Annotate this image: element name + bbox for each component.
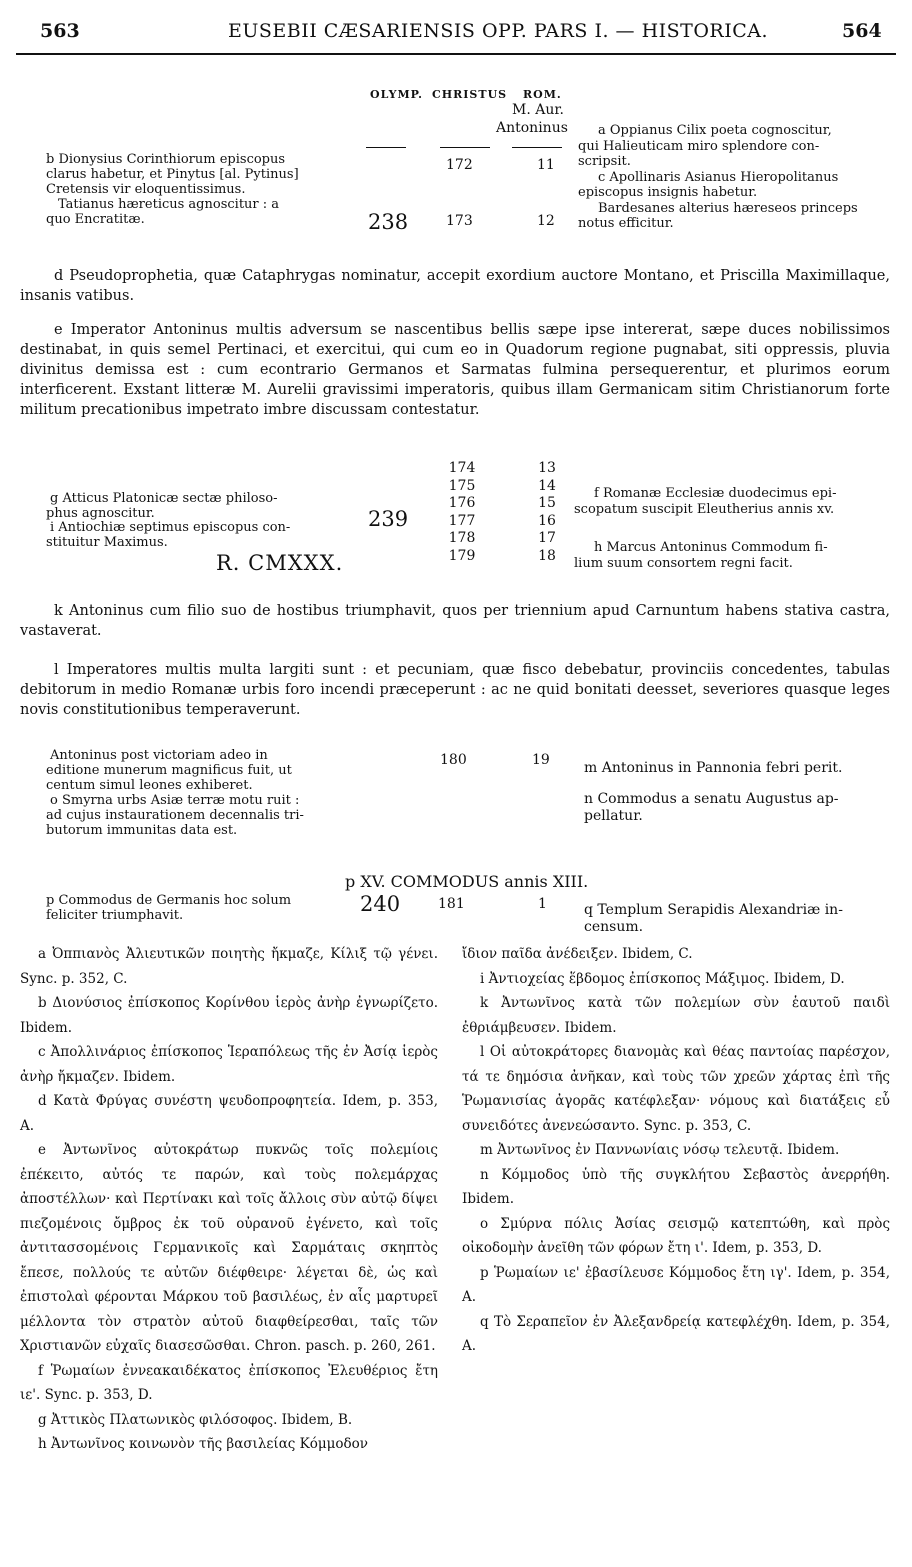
- rom-year: 14: [538, 477, 556, 494]
- rom-year: 12: [537, 213, 555, 229]
- text-line: m Antoninus in Pannonia febri perit.: [584, 760, 843, 776]
- text-line: centum simul leones exhiberet.: [46, 778, 253, 793]
- roman-epoch: R. CMXXX.: [216, 551, 344, 575]
- note: h Ἀντωνῖνος κοινωνὸν τῆς βασιλείας Κόμμοδον: [38, 1436, 369, 1452]
- text-line: c Apollinaris Asianus Hieropolitanus: [598, 169, 839, 185]
- note: e Ἀντωνῖνος αὐτοκράτωρ πυκνῶς τοῖς πολεμίοις ἐπέκειτο, αὐτός τε παρών, καὶ τοὺς πολεμάρχας ἀποστέλλων· καὶ Περτίνακι καὶ τοῖς ἄλλοις σὺν αὐτῷ δίψει πιεζομένοις ὄμβρος ἐκ τοῦ οὐρανοῦ ἐγένετο, καὶ τοῖς ἀντιτασσομένοις Γερμανικοῖς καὶ Σαρμάταις σκηπτὸς ἔπεσε, πολλούς τε αὐτῶν διέφθειρε· λέγεται δὲ, ὡς καὶ ἐπιστολαὶ φέρονται Μάρκου τοῦ βασιλέως, ἐν αἷς μαρτυρεῖ μέλλοντα τὸν στρατὸν αὐτοῦ διαφθείρεσθαι, ταῖς τῶν Χριστιανῶν εὐχαῖς διασεσῶσθαι. Chron. pasch. p. 260, 261.: [20, 1142, 438, 1354]
- note: g Ἀττικὸς Πλατωνικὸς φιλόσοφος. Ibidem, B.: [38, 1411, 353, 1428]
- text-line: Cretensis vir eloquentissimus.: [46, 182, 246, 197]
- block3-left: [46, 748, 358, 838]
- year: 179: [448, 547, 476, 564]
- notes-left-column: [20, 942, 438, 1457]
- text-line: p Commodus de Germanis hoc solum: [46, 893, 292, 908]
- paragraph-d: d Pseudoprophetia, quæ Cataphrygas nominatur, accepit exordium auctore Montano, et Priscilla Maximillaque, insanis vatibus.: [20, 268, 890, 304]
- note: c Ἀπολλινάριος ἐπίσκοπος Ἱεραπόλεως τῆς ἐν Ἀσίᾳ ἱερὸς ἀνὴρ ἤκμαζεν. Ibidem.: [20, 1044, 438, 1085]
- block1-left: [46, 152, 358, 227]
- text-line: quo Encratitæ.: [46, 212, 145, 227]
- rom-year: 15: [538, 495, 556, 511]
- block2-right: [574, 486, 892, 572]
- note: p Ῥωμαίων ιε' ἐβασίλευσε Κόμμοδος ἔτη ιγ'. Idem, p. 354, A.: [462, 1264, 890, 1305]
- page-number-left: 563: [40, 20, 80, 42]
- paragraph-e: e Imperator Antoninus multis adversum se nascentibus bellis sæpe ipse intererat, sæpe duces nobilissimos destinabat, in quis semel Pertinaci, et exercitui, qui cum eo in Quadorum regione pugnabat, siti oppressis, pluvia divinitus demissa est : cum econtrario Germanos et Sarmatas fulmina persequerentur, et plurimos eorum interficerent. Exstant litteræ M. Aurelii gravissimi imperatoris, quibus illam Germanicam sitim Christianorum forte militum precationibus impetrato imbre discussam contestatur.: [20, 322, 890, 418]
- note: b Διονύσιος ἐπίσκοπος Κορίνθου ἱερὸς ἀνὴρ ἐγνωρίζετο. Ibidem.: [20, 995, 438, 1036]
- note: q Τὸ Σεραπεῖον ἐν Ἀλεξανδρείᾳ κατεφλέχθη. Idem, p. 354, A.: [462, 1313, 890, 1354]
- rom-year: 13: [538, 460, 556, 476]
- text-line: episcopus insignis habetur.: [578, 185, 758, 200]
- year: 177: [448, 512, 476, 529]
- year: 181: [438, 896, 465, 912]
- text-line: censum.: [584, 919, 644, 935]
- text-line: g Atticus Platonicæ sectæ philoso-: [50, 491, 278, 506]
- text-line: n Commodus a senatu Augustus ap-: [584, 791, 839, 807]
- year: 176: [448, 495, 476, 511]
- note: k Ἀντωνῖνος κατὰ τῶν πολεμίων σὺν ἑαυτοῦ παιδὶ ἐθριάμβευσεν. Ibidem.: [462, 995, 890, 1036]
- text-line: Antoninus post victoriam adeo in: [50, 748, 268, 763]
- block2-left: [46, 492, 358, 550]
- note: l Οἱ αὐτοκράτορες διανομὰς καὶ θέας παντοίας παρέσχον, τά τε δημόσια ἀνῆκαν, καὶ τοὺς τῶν χρεῶν χάρτας ἐπὶ τῆς Ῥωμανισίας ἀγορᾶς κατέφλεξαν· νόμους καὶ διατάξεις εὖ συνειδότες ἀνενεώσαντο. Sync. p. 353, C.: [462, 1044, 890, 1134]
- text-line: scopatum suscipit Eleutherius annis xv.: [574, 502, 835, 517]
- col-rom-sub1: M. Aur.: [512, 102, 564, 118]
- years-column: [442, 460, 482, 565]
- paragraph-l: l Imperatores multis multa largiti sunt : et pecuniam, quæ fisco debebatur, provinciis concedentes, tabulas debitorum in medio Romanæ urbis foro incendi præceperunt : ac ne quid bonitati deesset, severiores quasque leges novis constitutionibus temperaverunt.: [20, 662, 890, 718]
- year: 178: [448, 530, 476, 546]
- text-line: lium suum consortem regni facit.: [574, 556, 793, 571]
- note: ἴδιον παῖδα ἀνέδειξεν. Ibidem, C.: [462, 946, 693, 962]
- rom-year: 17: [538, 530, 556, 546]
- olymp-number: 238: [368, 210, 409, 234]
- text-line: b Dionysius Corinthiorum episcopus: [46, 152, 286, 167]
- text-line: qui Halieuticam miro splendore con-: [578, 138, 820, 154]
- text-line: stituitur Maximus.: [46, 534, 168, 550]
- text-line: ad cujus instaurationem decennalis tri-: [46, 808, 304, 823]
- text-line: a Oppianus Cilix poeta cognoscitur,: [598, 123, 832, 138]
- text-line: feliciter triumphavit.: [46, 908, 184, 923]
- text-line: clarus habetur, et Pinytus [al. Pytinus]: [46, 167, 299, 182]
- text-line: phus agnoscitur.: [46, 505, 155, 521]
- year: 175: [448, 477, 476, 494]
- text-line: Tatianus hæreticus agnoscitur : a: [58, 197, 280, 212]
- note: o Σμύρνα πόλις Ἀσίας σεισμῷ κατεπτώθη, καὶ πρὸς οἰκοδομὴν ἀνεῖθη τῶν φόρων ἔτη ι'. Idem, p. 353, D.: [462, 1215, 890, 1256]
- header-rule: [16, 53, 896, 55]
- col-rom: ROM.: [523, 88, 562, 101]
- note: a Ὀππιανὸς Ἀλιευτικῶν ποιητὴς ἤκμαζε, Κίλιξ τῷ γένει. Sync. p. 352, C.: [20, 946, 438, 987]
- notes-right-column: [462, 942, 890, 1359]
- col-dash: [440, 147, 490, 148]
- text-line: h Marcus Antoninus Commodum fi-: [594, 540, 828, 555]
- block4-left: [46, 893, 358, 923]
- col-rom-sub2: Antoninus: [496, 120, 568, 136]
- text-line: o Smyrna urbs Asiæ terræ motu ruit :: [50, 793, 300, 808]
- block3-right: [584, 760, 894, 825]
- year: 174: [448, 460, 476, 476]
- text-line: q Templum Serapidis Alexandriæ in-: [584, 902, 843, 918]
- col-olymp: OLYMP.: [370, 88, 423, 101]
- text-line: butorum immunitas data est.: [46, 823, 238, 838]
- rom-year: 11: [537, 157, 555, 173]
- rom-year: 18: [538, 547, 556, 564]
- rom-year: 1: [538, 896, 547, 912]
- rom-year: 19: [532, 752, 550, 768]
- year: 172: [446, 157, 473, 173]
- year: 180: [440, 752, 467, 768]
- rom-year: 16: [538, 512, 556, 529]
- text-line: scripsit.: [578, 154, 631, 169]
- text-line: Bardesanes alterius hæreseos princeps: [598, 200, 858, 216]
- note: d Κατὰ Φρύγας συνέστη ψευδοπροφητεία. Idem, p. 353, A.: [20, 1093, 438, 1134]
- block1-right: [578, 123, 896, 232]
- text-line: editione munerum magnificus fuit, ut: [46, 763, 292, 778]
- block4-right: [584, 902, 894, 936]
- spacer: [584, 777, 894, 791]
- note: m Ἀντωνῖνος ἐν Παννωνίαις νόσῳ τελευτᾷ. Ibidem.: [480, 1142, 840, 1158]
- page-number-right: 564: [842, 20, 882, 42]
- text-line: f Romanæ Ecclesiæ duodecimus epi-: [594, 486, 837, 501]
- col-dash: [512, 147, 562, 148]
- spacer: [574, 518, 892, 540]
- rom-years-column: [532, 460, 562, 565]
- olymp-number: 239: [368, 507, 409, 531]
- text-line: i Antiochiæ septimus episcopus con-: [50, 520, 291, 535]
- note: f Ῥωμαίων ἐννεακαιδέκατος ἐπίσκοπος Ἐλευθέριος ἔτη ιε'. Sync. p. 353, D.: [20, 1362, 438, 1403]
- running-title: EUSEBII CÆSARIENSIS OPP. PARS I. — HISTORICA.: [228, 20, 769, 42]
- note: n Κόμμοδος ὑπὸ τῆς συγκλήτου Σεβαστὸς ἀνερρήθη. Ibidem.: [462, 1166, 890, 1207]
- note: i Ἀντιοχείας ἕβδομος ἐπίσκοπος Μάξιμος. Ibidem, D.: [480, 970, 845, 987]
- section-heading: p XV. COMMODUS annis XIII.: [345, 872, 589, 891]
- olymp-number: 240: [360, 892, 401, 916]
- year: 173: [446, 213, 473, 229]
- col-christus: CHRISTUS: [432, 88, 508, 101]
- text-line: notus efficitur.: [578, 216, 674, 231]
- text-line: pellatur.: [584, 808, 643, 824]
- col-dash: [366, 147, 406, 148]
- paragraph-k: k Antoninus cum filio suo de hostibus triumphavit, quos per triennium apud Carnuntum habens stativa castra, vastaverat.: [20, 603, 890, 639]
